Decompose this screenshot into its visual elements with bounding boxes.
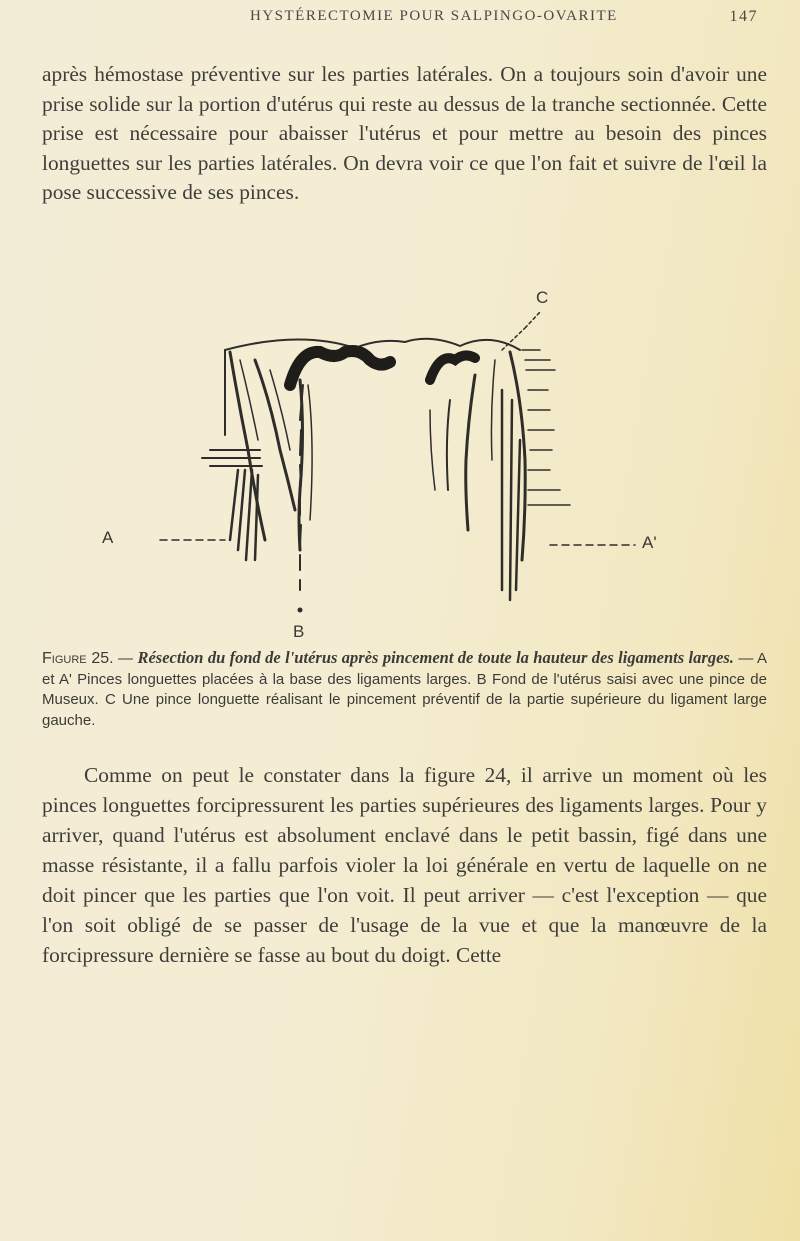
figure-caption xyxy=(42,648,767,731)
caption-text: — A et A' Pinces longuettes placées à la base des ligaments larges. B Fond de l'utérus saisi avec une pince de Museux. C Une pince longuette réalisant le pincement préventif de la partie supérieure du ligament large gauche. xyxy=(42,650,767,729)
paragraph-2: Comme on peut le constater dans la figure 24, il arrive un moment où les pinces longuettes forcipressurent les parties supérieures des ligaments larges. Pour y arriver, quand l'utérus est absolument enclavé dans le petit bassin, figé dans une masse résistante, il a fallu parfois violer la loi générale en vertu de laquelle on ne doit pincer que les parties que l'on voit. Il peut arriver — c'est l'exception — que l'on soit obligé de se passer de l'usage de la vue et que la manœuvre de la forcipressure dernière se fasse au bout du doigt. Cette xyxy=(42,763,767,967)
figure-label-b: B xyxy=(293,622,305,641)
caption-number: Figure 25. xyxy=(42,650,114,667)
page-number: 147 xyxy=(729,8,758,25)
caption-dash: — xyxy=(118,650,133,667)
figure-label-a: A xyxy=(102,528,114,547)
caption-title: Résection du fond de l'utérus après pincement de toute la hauteur des ligaments larges. xyxy=(137,648,734,667)
figure-label-a-prime: A' xyxy=(642,533,657,552)
figure-25 xyxy=(102,288,700,650)
figure-label-c: C xyxy=(536,288,549,307)
running-title: HYSTÉRECTOMIE POUR SALPINGO-OVARITE xyxy=(250,8,618,24)
figure-engraving xyxy=(130,290,700,650)
paragraph-1: après hémostase préventive sur les parties latérales. On a toujours soin d'avoir une prise solide sur la portion d'utérus qui reste au dessus de la tranche sectionnée. Cette prise est nécessaire pour abaisser l'utérus et pour mettre au besoin des pinces longuettes sur les parties latérales. On devra voir ce que l'on fait et suivre de l'œil la pose successive de ses pinces. xyxy=(42,62,767,204)
